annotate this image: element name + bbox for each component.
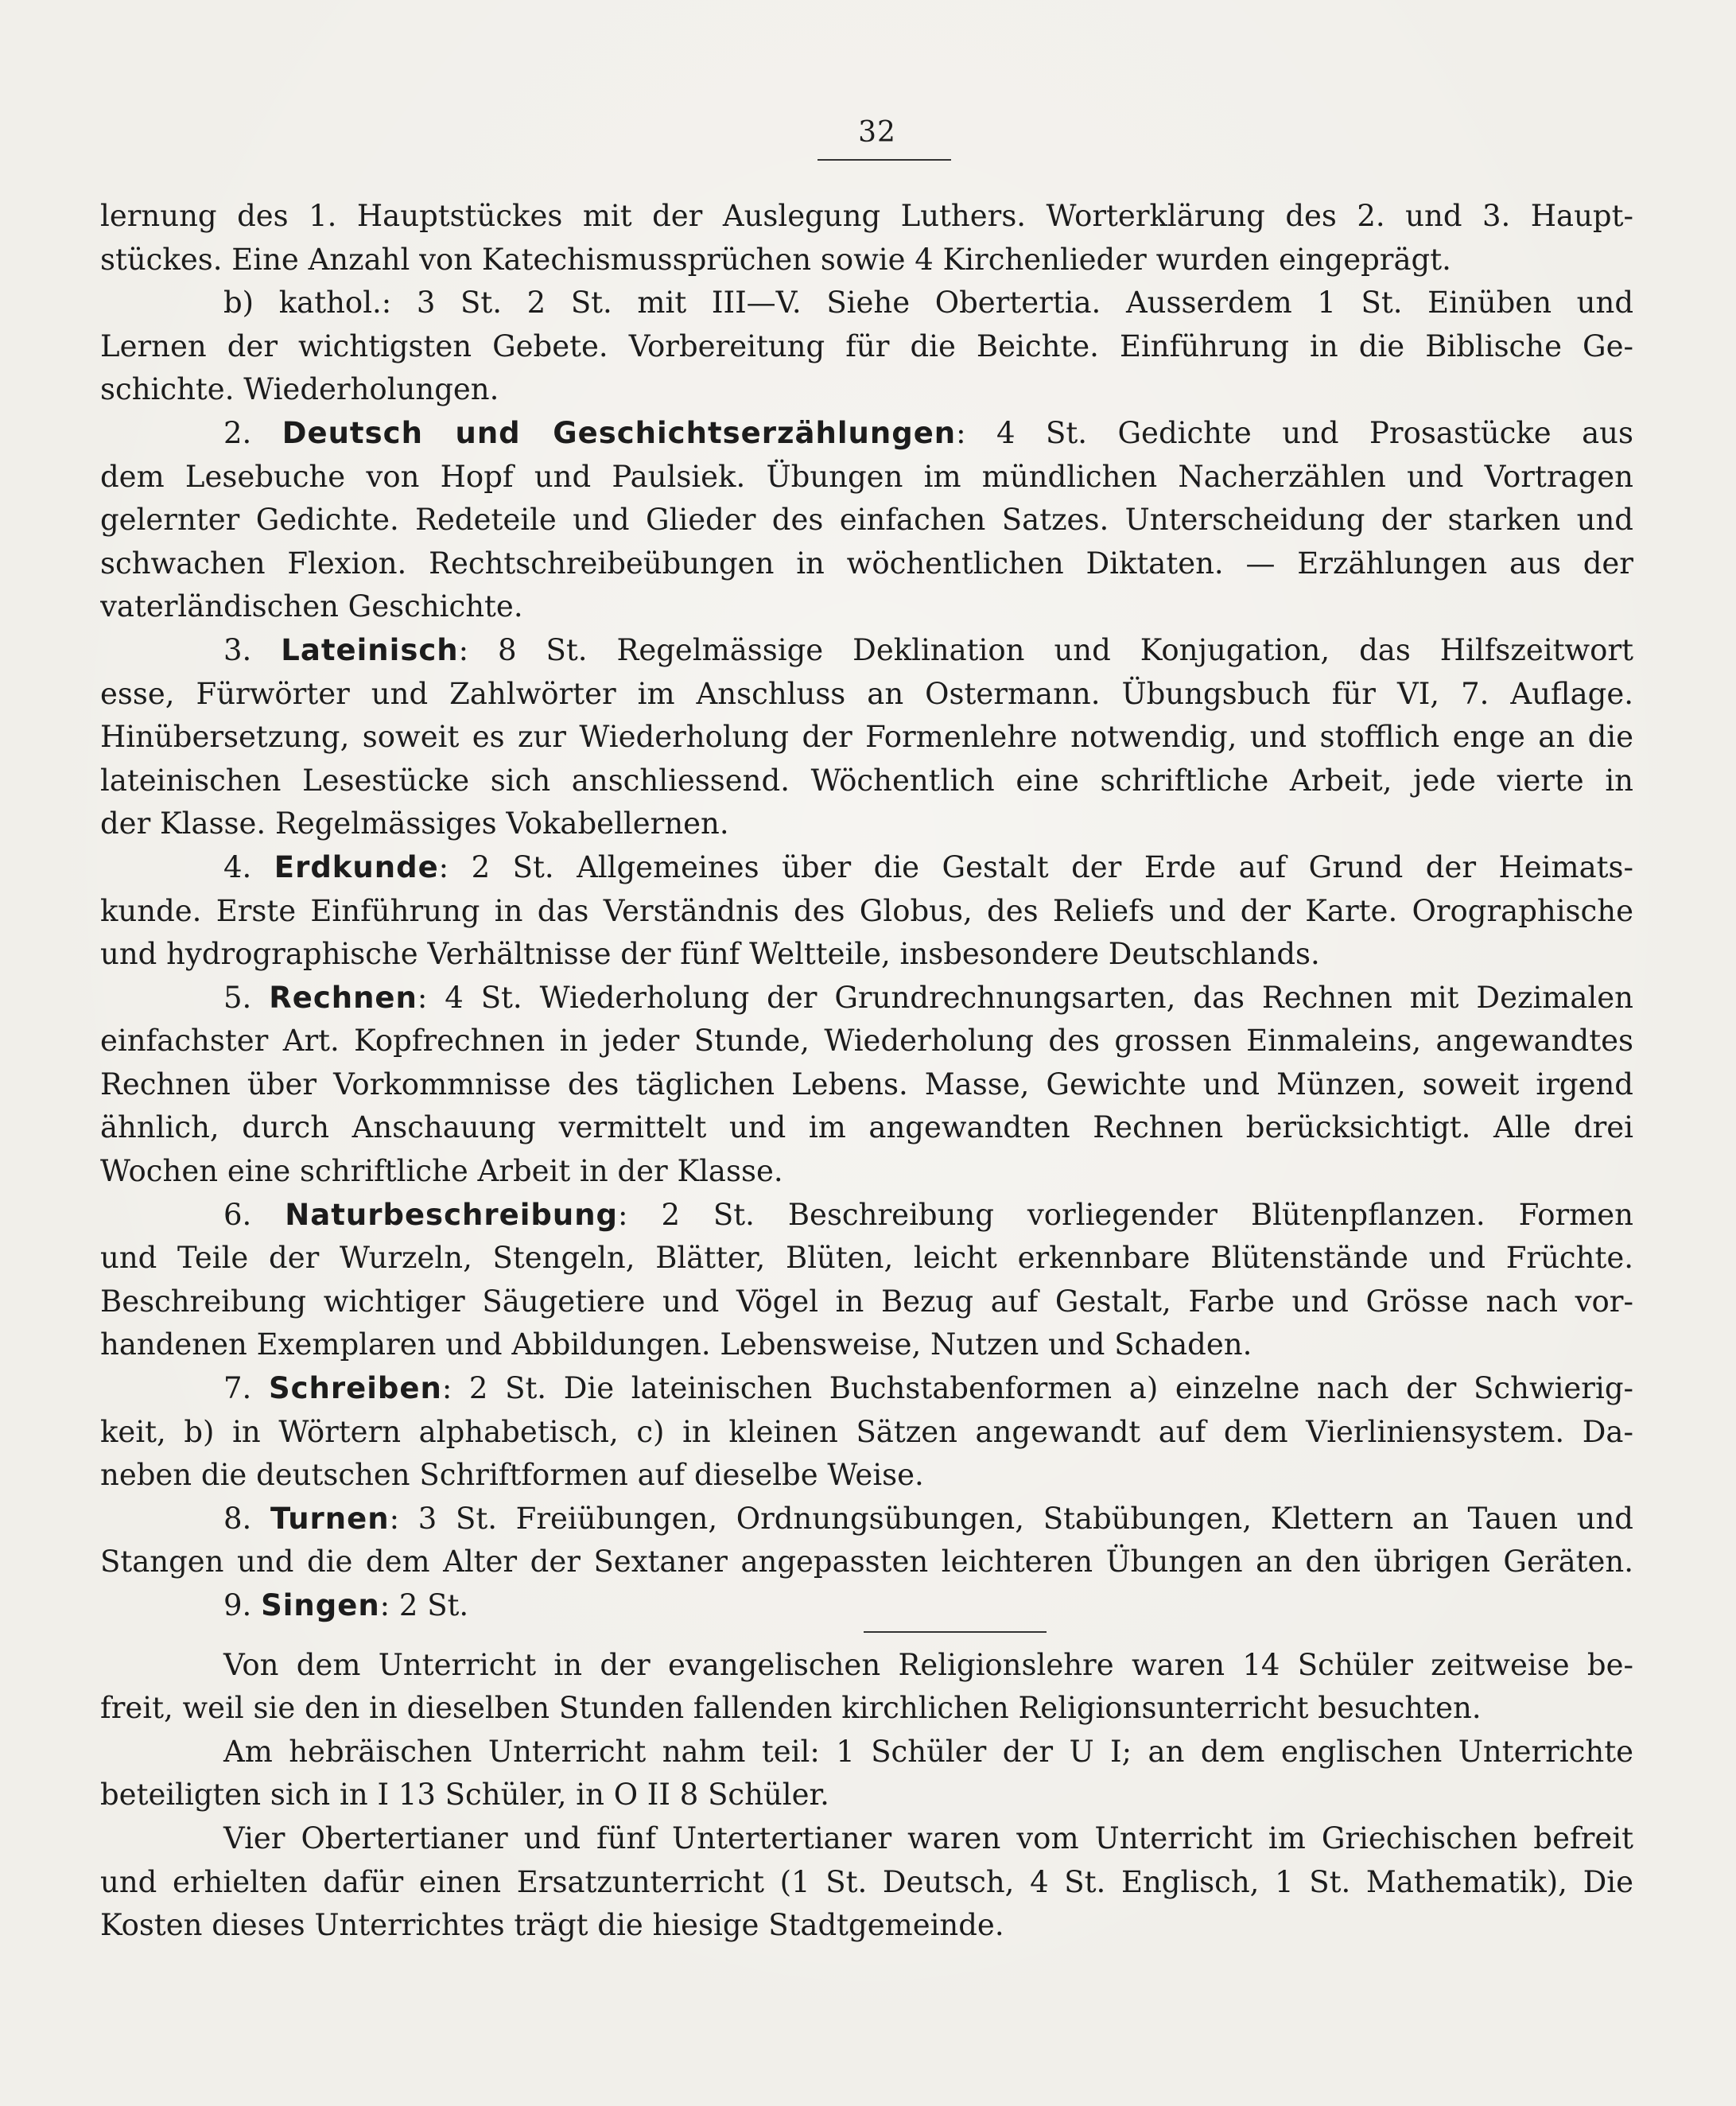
subject-text: : 2 St. Allgemeines über die Gestalt der Erde auf Grund der Heimats- — [438, 849, 1633, 884]
page-number: 32 — [858, 116, 896, 149]
text-line: der Klasse. Regelmässiges Vokabellernen. — [100, 806, 729, 841]
text-line: lernung des 1. Hauptstückes mit der Auslegung Luthers. Worterklärung des 2. und 3. Haupt- — [100, 199, 1633, 233]
subject-number: 8. — [223, 1501, 252, 1536]
subject-title-latein: Lateinisch — [281, 632, 459, 667]
text-line: Lernen der wichtigsten Gebete. Vorbereitung für die Beichte. Einführung in die Biblische Ge- — [100, 328, 1633, 363]
subject-title-deutsch: Deutsch und Geschichtserzählungen — [282, 415, 957, 450]
subject-heading-line-latein — [100, 629, 1633, 673]
subject-text: : 4 St. Gedichte und Prosastücke aus — [956, 415, 1633, 450]
text-line: Von dem Unterricht in der evangelischen Religionslehre waren 14 Schüler zeitweise be- — [223, 1647, 1633, 1682]
subject-number: 7. — [223, 1371, 252, 1406]
text-line: gelernter Gedichte. Redeteile und Glieder des einfachen Satzes. Unterscheidung der starken und — [100, 503, 1633, 538]
subject-title-turnen: Turnen — [270, 1501, 390, 1536]
text-line: stückes. Eine Anzahl von Katechismussprüchen sowie 4 Kirchenlieder wurden eingeprägt. — [100, 242, 1451, 277]
subject-title-singen: Singen — [261, 1588, 380, 1622]
text-line: ähnlich, durch Anschauung vermittelt und im angewandten Rechnen berücksichtigt. Alle drei — [100, 1110, 1633, 1145]
text-line: und Teile der Wurzeln, Stengeln, Blätter, Blüten, leicht erkennbare Blütenstände und Früchte. — [100, 1241, 1633, 1276]
subject-title-rechnen: Rechnen — [269, 980, 417, 1015]
subject-heading-line-singen — [100, 1584, 1633, 1628]
page-number-rule — [818, 159, 951, 161]
subject-text: : 8 St. Regelmässige Deklination und Konjugation, das Hilfszeitwort — [458, 632, 1633, 667]
text-line: Beschreibung wichtiger Säugetiere und Vögel in Bezug auf Gestalt, Farbe und Grösse nach vor- — [100, 1284, 1633, 1319]
section-divider — [864, 1631, 1047, 1633]
subject-text: : 3 St. Freiübungen, Ordnungsübungen, Stabübungen, Klettern an Tauen und — [389, 1501, 1633, 1536]
text-line: handenen Exemplaren und Abbildungen. Lebensweise, Nutzen und Schaden. — [100, 1327, 1252, 1362]
text-line: b) kathol.: 3 St. 2 St. mit III—V. Siehe Obertertia. Ausserdem 1 St. Einüben und — [223, 286, 1633, 321]
text-line: keit, b) in Wörtern alphabetisch, c) in kleinen Sätzen angewandt auf dem Vierliniensystem. Da- — [100, 1414, 1633, 1449]
subject-text: : 4 St. Wiederholung der Grundrechnungsarten, das Rechnen mit Dezimalen — [417, 980, 1633, 1015]
text-line: Am hebräischen Unterricht nahm teil: 1 Schüler der U I; an dem englischen Unterrichte — [223, 1734, 1633, 1769]
text-line: schwachen Flexion. Rechtschreibeübungen in wöchentlichen Diktaten. — Erzählungen aus der — [100, 546, 1633, 581]
text-line: Wochen eine schriftliche Arbeit in der Klasse. — [100, 1154, 783, 1189]
text-line: einfachster Art. Kopfrechnen in jeder Stunde, Wiederholung des grossen Einmaleins, angewandtes — [100, 1024, 1633, 1059]
text-line: schichte. Wiederholungen. — [100, 372, 499, 407]
text-line: Hinübersetzung, soweit es zur Wiederholung der Formenlehre notwendig, und stofflich enge an die — [100, 720, 1633, 755]
text-line: dem Lesebuche von Hopf und Paulsiek. Übungen im mündlichen Nacherzählen und Vortragen — [100, 459, 1633, 494]
subject-number: 2. — [223, 415, 252, 450]
subject-text: : 2 St. Die lateinischen Buchstabenformen a) einzelne nach der Schwierig- — [441, 1371, 1633, 1406]
text-line: esse, Fürwörter und Zahlwörter im Anschluss an Ostermann. Übungsbuch für VI, 7. Auflage. — [100, 676, 1633, 711]
document-body — [100, 195, 1633, 1948]
text-line: Kosten dieses Unterrichtes trägt die hiesige Stadtgemeinde. — [100, 1908, 1004, 1943]
subject-heading-line-deutsch — [100, 412, 1633, 456]
text-line: beteiligten sich in I 13 Schüler, in O II 8 Schüler. — [100, 1778, 829, 1813]
subject-number: 3. — [223, 632, 252, 667]
subject-text: : 2 St. Beschreibung vorliegender Blütenpflanzen. Formen — [618, 1197, 1633, 1232]
text-line: Rechnen über Vorkommnisse des täglichen Lebens. Masse, Gewichte und Münzen, soweit irgend — [100, 1067, 1633, 1102]
text-line: lateinischen Lesestücke sich anschliessend. Wöchentlich eine schriftliche Arbeit, jede vierte in — [100, 763, 1633, 798]
subject-number: 4. — [223, 849, 252, 884]
subject-heading-line-erdkunde — [100, 846, 1633, 890]
text-line: und erhielten dafür einen Ersatzunterricht (1 St. Deutsch, 4 St. Englisch, 1 St. Mathematik), Die — [100, 1864, 1633, 1899]
subject-heading-line-schreiben — [100, 1367, 1633, 1411]
text-line: vaterländischen Geschichte. — [100, 589, 523, 624]
text-line: freit, weil sie den in dieselben Stunden fallenden kirchlichen Religionsunterricht besuchten. — [100, 1691, 1482, 1726]
subject-number: 9. — [223, 1588, 252, 1622]
text-line: kunde. Erste Einführung in das Verständnis des Globus, des Reliefs und der Karte. Orographische — [100, 893, 1633, 928]
subject-heading-line-turnen — [100, 1498, 1633, 1541]
subject-number: 6. — [223, 1197, 252, 1232]
text-line: und hydrographische Verhältnisse der fünf Weltteile, insbesondere Deutschlands. — [100, 937, 1320, 972]
subject-heading-line-rechnen — [100, 977, 1633, 1020]
subject-heading-line-natur — [100, 1194, 1633, 1238]
text-line: neben die deutschen Schriftformen auf dieselbe Weise. — [100, 1458, 924, 1493]
text-line: Stangen und die dem Alter der Sextaner angepassten leichteren Übungen an den übrigen Geräten. — [100, 1545, 1633, 1580]
text-line: Vier Obertertianer und fünf Untertertianer waren vom Unterricht im Griechischen befreit — [223, 1820, 1633, 1855]
subject-number: 5. — [223, 980, 252, 1015]
subject-text: : 2 St. — [379, 1588, 469, 1622]
subject-title-erdkunde: Erdkunde — [274, 849, 439, 884]
subject-title-schreiben: Schreiben — [268, 1371, 442, 1406]
subject-title-natur: Naturbeschreibung — [285, 1197, 619, 1232]
